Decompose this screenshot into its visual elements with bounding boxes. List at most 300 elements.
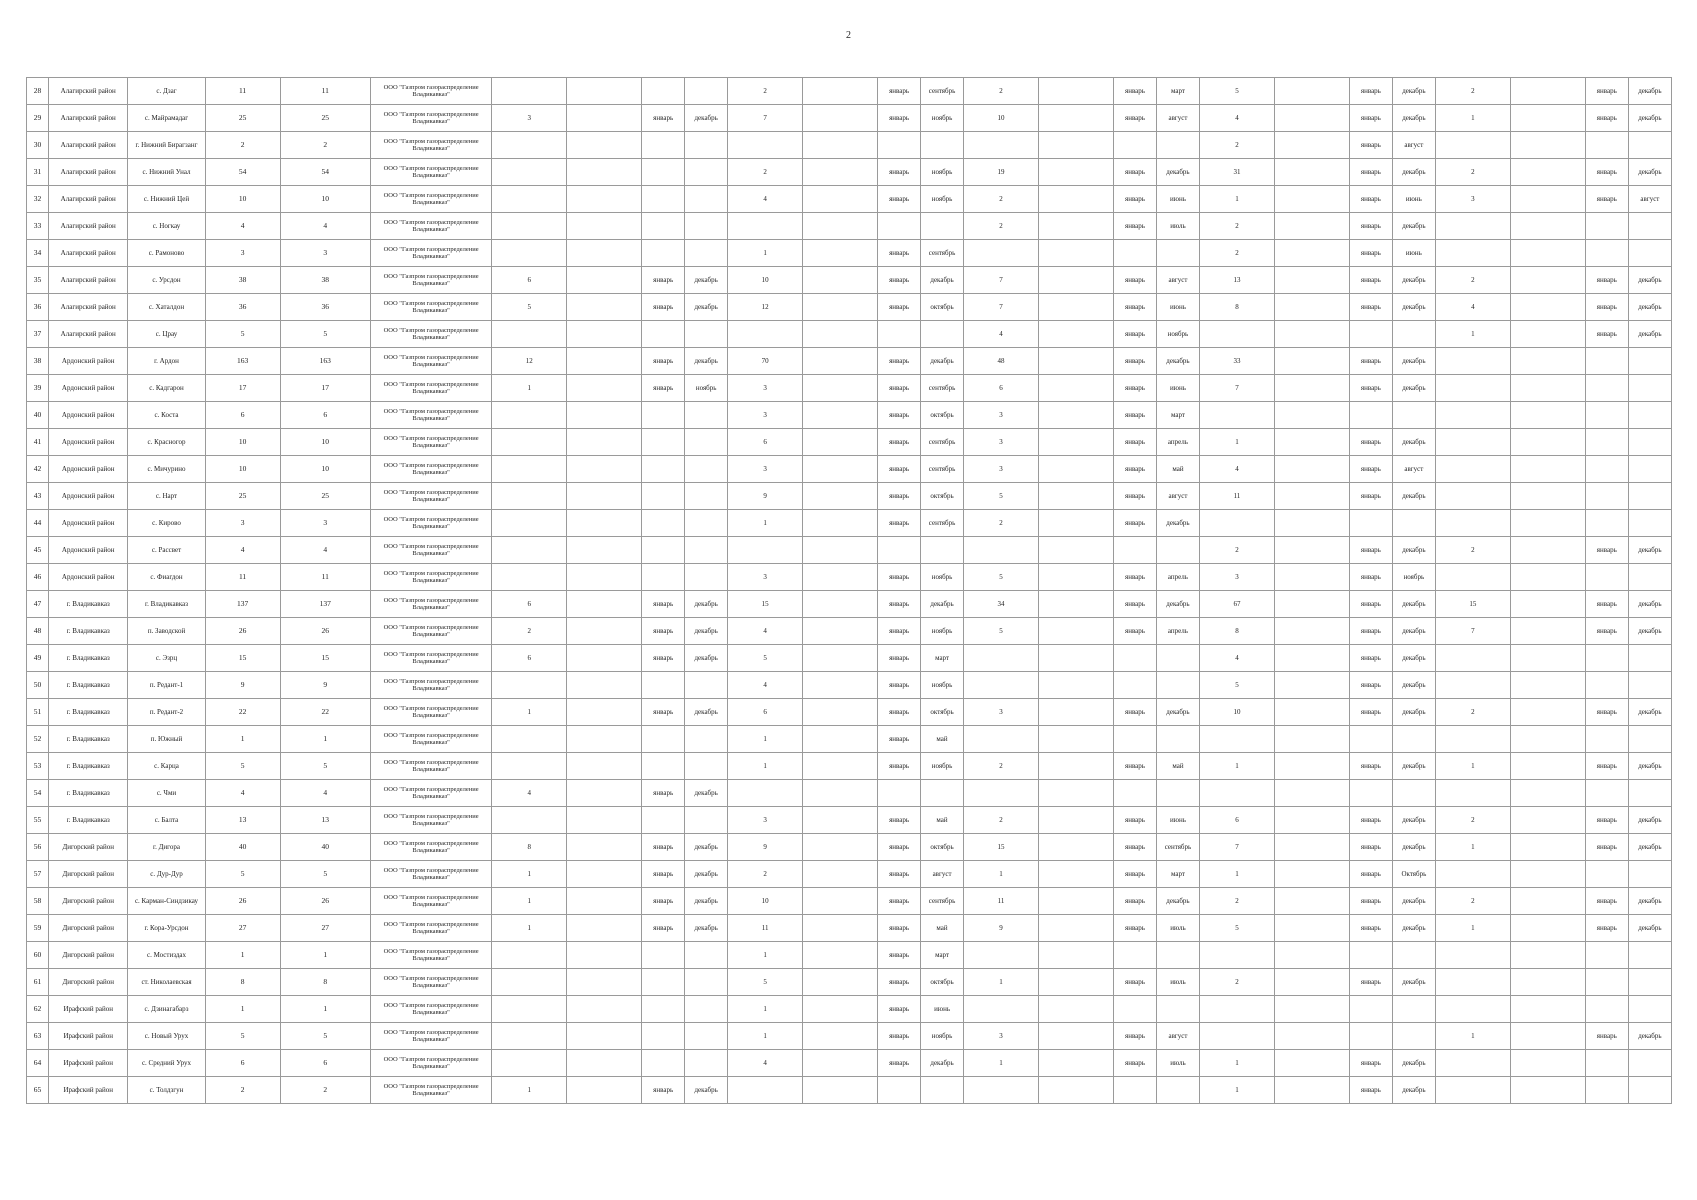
- table-cell: [1628, 1077, 1671, 1104]
- table-cell: [803, 888, 878, 915]
- table-cell: январь: [1349, 618, 1392, 645]
- table-cell: [728, 132, 803, 159]
- table-cell: ООО "Газпром газораспределение Владикавказ": [370, 348, 491, 375]
- table-row: [27, 942, 1672, 969]
- table-cell: [1585, 942, 1628, 969]
- table-cell: [1039, 888, 1114, 915]
- table-cell: [803, 564, 878, 591]
- table-cell: [567, 915, 642, 942]
- table-cell: [567, 1023, 642, 1050]
- table-cell: январь: [1113, 429, 1156, 456]
- table-cell: ООО "Газпром газораспределение Владикавказ": [370, 267, 491, 294]
- table-cell: январь: [1585, 537, 1628, 564]
- table-cell: 3: [205, 240, 280, 267]
- table-cell: 3: [728, 402, 803, 429]
- table-cell: [567, 456, 642, 483]
- table-cell: [964, 132, 1039, 159]
- table-cell: [567, 726, 642, 753]
- table-cell: январь: [878, 618, 921, 645]
- table-cell: [567, 942, 642, 969]
- table-cell: [803, 807, 878, 834]
- table-cell: [567, 348, 642, 375]
- table-cell: 43: [27, 483, 49, 510]
- table-cell: 4: [1199, 456, 1274, 483]
- table-cell: 10: [205, 429, 280, 456]
- table-cell: [642, 753, 685, 780]
- table-cell: январь: [1349, 699, 1392, 726]
- table-cell: [1274, 402, 1349, 429]
- table-cell: [1274, 672, 1349, 699]
- table-cell: [1585, 375, 1628, 402]
- table-cell: 59: [27, 915, 49, 942]
- table-cell: август: [1392, 456, 1435, 483]
- table-cell: 4: [205, 537, 280, 564]
- table-cell: ноябрь: [921, 618, 964, 645]
- table-cell: 3: [964, 402, 1039, 429]
- table-cell: 8: [1199, 618, 1274, 645]
- table-cell: с. Новый Урух: [128, 1023, 205, 1050]
- table-cell: [803, 105, 878, 132]
- table-cell: ООО "Газпром газораспределение Владикавказ": [370, 888, 491, 915]
- table-cell: с. Дзаг: [128, 78, 205, 105]
- table-cell: [803, 321, 878, 348]
- table-cell: г. Дигора: [128, 834, 205, 861]
- table-cell: ООО "Газпром газораспределение Владикавказ": [370, 1023, 491, 1050]
- table-cell: январь: [1585, 267, 1628, 294]
- table-cell: [1628, 726, 1671, 753]
- table-cell: 3: [280, 240, 370, 267]
- table-cell: [685, 1050, 728, 1077]
- table-cell: ООО "Газпром газораспределение Владикавказ": [370, 213, 491, 240]
- table-cell: ООО "Газпром газораспределение Владикавказ": [370, 375, 491, 402]
- table-cell: 2: [964, 807, 1039, 834]
- table-cell: Ардонский район: [49, 537, 128, 564]
- table-cell: [1274, 1023, 1349, 1050]
- table-cell: январь: [1113, 969, 1156, 996]
- table-cell: 40: [205, 834, 280, 861]
- table-cell: [1510, 321, 1585, 348]
- table-cell: 9: [964, 915, 1039, 942]
- table-cell: [685, 402, 728, 429]
- table-cell: [492, 753, 567, 780]
- table-cell: декабрь: [1392, 267, 1435, 294]
- table-cell: январь: [1585, 78, 1628, 105]
- table-cell: [492, 321, 567, 348]
- table-cell: [803, 1050, 878, 1077]
- table-cell: [685, 1023, 728, 1050]
- table-cell: 1: [728, 942, 803, 969]
- table-cell: 10: [964, 105, 1039, 132]
- table-cell: 1: [728, 1023, 803, 1050]
- table-cell: 56: [27, 834, 49, 861]
- table-cell: январь: [1113, 402, 1156, 429]
- table-cell: 11: [205, 564, 280, 591]
- table-cell: [1628, 240, 1671, 267]
- table-cell: декабрь: [1156, 699, 1199, 726]
- table-cell: октябрь: [921, 294, 964, 321]
- table-cell: 1: [492, 861, 567, 888]
- table-cell: 3: [492, 105, 567, 132]
- table-cell: [1274, 186, 1349, 213]
- table-cell: 3: [205, 510, 280, 537]
- table-cell: 6: [492, 591, 567, 618]
- table-cell: 36: [205, 294, 280, 321]
- table-cell: 52: [27, 726, 49, 753]
- table-cell: январь: [878, 186, 921, 213]
- table-cell: [1274, 996, 1349, 1023]
- table-cell: 5: [280, 861, 370, 888]
- table-cell: [567, 753, 642, 780]
- table-cell: [1392, 996, 1435, 1023]
- table-cell: 54: [27, 780, 49, 807]
- table-cell: [1392, 402, 1435, 429]
- table-cell: [642, 456, 685, 483]
- table-cell: 2: [964, 213, 1039, 240]
- table-cell: декабрь: [1392, 294, 1435, 321]
- table-cell: [685, 537, 728, 564]
- table-cell: май: [921, 807, 964, 834]
- table-cell: Алагирский район: [49, 132, 128, 159]
- table-cell: с. Кирово: [128, 510, 205, 537]
- table-cell: июль: [1156, 969, 1199, 996]
- table-cell: декабрь: [1156, 159, 1199, 186]
- table-cell: [921, 213, 964, 240]
- table-cell: январь: [878, 375, 921, 402]
- table-cell: 2: [1199, 213, 1274, 240]
- table-cell: [1435, 726, 1510, 753]
- table-cell: с. Рамоново: [128, 240, 205, 267]
- table-cell: январь: [1585, 888, 1628, 915]
- table-cell: [642, 132, 685, 159]
- table-cell: 11: [1199, 483, 1274, 510]
- table-cell: декабрь: [1628, 537, 1671, 564]
- table-cell: январь: [642, 591, 685, 618]
- table-cell: Алагирский район: [49, 159, 128, 186]
- table-cell: [1349, 780, 1392, 807]
- table-cell: 46: [27, 564, 49, 591]
- table-cell: 4: [205, 213, 280, 240]
- table-cell: [492, 78, 567, 105]
- table-cell: 5: [205, 1023, 280, 1050]
- table-cell: декабрь: [1392, 888, 1435, 915]
- table-cell: [642, 321, 685, 348]
- table-row: [27, 483, 1672, 510]
- table-cell: Ардонский район: [49, 456, 128, 483]
- table-cell: июнь: [1156, 807, 1199, 834]
- table-cell: [1510, 78, 1585, 105]
- table-cell: [1628, 996, 1671, 1023]
- table-cell: 4: [728, 186, 803, 213]
- table-cell: январь: [1349, 213, 1392, 240]
- table-cell: [728, 213, 803, 240]
- table-cell: [1274, 591, 1349, 618]
- table-cell: Дигорский район: [49, 861, 128, 888]
- table-cell: декабрь: [1392, 213, 1435, 240]
- table-cell: [1435, 240, 1510, 267]
- table-cell: [1274, 564, 1349, 591]
- table-cell: 40: [27, 402, 49, 429]
- table-cell: [1039, 1023, 1114, 1050]
- table-cell: декабрь: [1628, 699, 1671, 726]
- table-cell: [642, 1023, 685, 1050]
- table-cell: август: [1628, 186, 1671, 213]
- table-cell: [492, 402, 567, 429]
- table-cell: январь: [1585, 1023, 1628, 1050]
- table-cell: [1274, 753, 1349, 780]
- table-cell: г. Владикавказ: [49, 672, 128, 699]
- table-cell: 60: [27, 942, 49, 969]
- table-cell: [1585, 402, 1628, 429]
- table-cell: январь: [878, 807, 921, 834]
- table-cell: сентябрь: [921, 888, 964, 915]
- table-cell: 53: [27, 753, 49, 780]
- table-cell: [1628, 942, 1671, 969]
- table-cell: [1274, 834, 1349, 861]
- table-cell: [567, 402, 642, 429]
- table-cell: [685, 429, 728, 456]
- table-cell: январь: [642, 888, 685, 915]
- table-cell: [921, 132, 964, 159]
- table-cell: 5: [728, 645, 803, 672]
- table-cell: 8: [1199, 294, 1274, 321]
- table-cell: 2: [728, 78, 803, 105]
- table-cell: январь: [878, 429, 921, 456]
- table-cell: [492, 159, 567, 186]
- table-cell: [1628, 672, 1671, 699]
- table-cell: декабрь: [1392, 969, 1435, 996]
- table-cell: [1199, 402, 1274, 429]
- table-cell: [685, 159, 728, 186]
- table-cell: [1039, 591, 1114, 618]
- table-cell: [878, 321, 921, 348]
- table-cell: [567, 78, 642, 105]
- table-cell: [1585, 1077, 1628, 1104]
- table-cell: [1113, 672, 1156, 699]
- table-cell: [1039, 105, 1114, 132]
- table-cell: 1: [280, 942, 370, 969]
- table-cell: 6: [728, 429, 803, 456]
- table-cell: декабрь: [1392, 672, 1435, 699]
- table-cell: 28: [27, 78, 49, 105]
- table-cell: [492, 726, 567, 753]
- table-cell: [1199, 780, 1274, 807]
- table-cell: декабрь: [1392, 618, 1435, 645]
- table-cell: с. Балта: [128, 807, 205, 834]
- table-cell: [1510, 132, 1585, 159]
- table-cell: с. Нижний Цей: [128, 186, 205, 213]
- table-cell: [1510, 402, 1585, 429]
- table-cell: [1274, 267, 1349, 294]
- table-cell: [803, 510, 878, 537]
- table-cell: сентябрь: [921, 78, 964, 105]
- table-cell: Ирафский район: [49, 1077, 128, 1104]
- table-cell: 8: [280, 969, 370, 996]
- table-cell: [567, 618, 642, 645]
- table-cell: январь: [1113, 591, 1156, 618]
- table-cell: январь: [1349, 456, 1392, 483]
- table-cell: [1435, 1050, 1510, 1077]
- table-cell: декабрь: [1628, 753, 1671, 780]
- table-cell: январь: [642, 618, 685, 645]
- table-cell: [1039, 483, 1114, 510]
- table-cell: 1: [492, 915, 567, 942]
- table-cell: ООО "Газпром газораспределение Владикавказ": [370, 699, 491, 726]
- table-cell: [1274, 942, 1349, 969]
- table-cell: [1349, 321, 1392, 348]
- table-row: [27, 213, 1672, 240]
- table-cell: [567, 510, 642, 537]
- table-cell: 4: [492, 780, 567, 807]
- table-cell: 2: [964, 78, 1039, 105]
- table-cell: январь: [1113, 348, 1156, 375]
- table-cell: 26: [280, 888, 370, 915]
- table-cell: [1585, 456, 1628, 483]
- table-cell: [567, 429, 642, 456]
- table-cell: декабрь: [685, 861, 728, 888]
- table-cell: [492, 807, 567, 834]
- table-cell: [642, 78, 685, 105]
- table-cell: 2: [205, 132, 280, 159]
- table-cell: [964, 780, 1039, 807]
- table-cell: [803, 969, 878, 996]
- table-cell: январь: [642, 1077, 685, 1104]
- table-cell: ООО "Газпром газораспределение Владикавказ": [370, 969, 491, 996]
- table-row: [27, 780, 1672, 807]
- table-cell: 54: [280, 159, 370, 186]
- table-cell: июль: [1156, 213, 1199, 240]
- table-cell: декабрь: [685, 780, 728, 807]
- table-cell: [567, 1050, 642, 1077]
- table-cell: 5: [728, 969, 803, 996]
- table-cell: 1: [728, 726, 803, 753]
- table-cell: [492, 456, 567, 483]
- table-cell: 4: [728, 672, 803, 699]
- table-cell: [1435, 780, 1510, 807]
- table-cell: [1274, 780, 1349, 807]
- table-cell: декабрь: [1392, 1050, 1435, 1077]
- table-cell: [1435, 645, 1510, 672]
- table-cell: [803, 942, 878, 969]
- table-cell: 7: [1435, 618, 1510, 645]
- table-cell: 1: [728, 753, 803, 780]
- table-cell: май: [921, 726, 964, 753]
- table-cell: 2: [205, 1077, 280, 1104]
- table-cell: 3: [964, 699, 1039, 726]
- table-cell: [1156, 780, 1199, 807]
- table-cell: [492, 1023, 567, 1050]
- table-cell: январь: [878, 483, 921, 510]
- table-cell: 7: [1199, 834, 1274, 861]
- table-cell: 1: [205, 996, 280, 1023]
- table-cell: [1585, 861, 1628, 888]
- table-cell: 31: [1199, 159, 1274, 186]
- table-cell: [1510, 618, 1585, 645]
- table-cell: 30: [27, 132, 49, 159]
- table-cell: [1510, 537, 1585, 564]
- table-cell: [1274, 294, 1349, 321]
- table-cell: декабрь: [921, 348, 964, 375]
- table-cell: [1349, 996, 1392, 1023]
- table-cell: январь: [878, 159, 921, 186]
- table-cell: апрель: [1156, 618, 1199, 645]
- table-cell: п. Редант-1: [128, 672, 205, 699]
- table-cell: 10: [205, 456, 280, 483]
- table-cell: [1274, 348, 1349, 375]
- table-cell: ООО "Газпром газораспределение Владикавказ": [370, 861, 491, 888]
- table-cell: п. Южный: [128, 726, 205, 753]
- table-row: [27, 402, 1672, 429]
- table-cell: [1039, 726, 1114, 753]
- table-cell: [642, 429, 685, 456]
- page-number: 2: [846, 30, 851, 41]
- table-cell: [1392, 780, 1435, 807]
- table-cell: [642, 483, 685, 510]
- table-cell: июнь: [921, 996, 964, 1023]
- table-row: [27, 105, 1672, 132]
- table-cell: [642, 726, 685, 753]
- table-cell: [1274, 321, 1349, 348]
- table-cell: [803, 645, 878, 672]
- table-cell: 2: [1199, 969, 1274, 996]
- table-cell: 4: [1435, 294, 1510, 321]
- table-row: [27, 240, 1672, 267]
- table-cell: ООО "Газпром газораспределение Владикавказ": [370, 132, 491, 159]
- table-cell: январь: [1585, 591, 1628, 618]
- table-cell: сентябрь: [921, 240, 964, 267]
- table-cell: [1199, 942, 1274, 969]
- table-cell: 5: [1199, 672, 1274, 699]
- table-cell: 62: [27, 996, 49, 1023]
- table-cell: [1435, 1077, 1510, 1104]
- table-cell: 41: [27, 429, 49, 456]
- table-cell: 11: [728, 915, 803, 942]
- table-cell: 13: [280, 807, 370, 834]
- table-cell: 25: [280, 105, 370, 132]
- table-cell: с. Фиагдон: [128, 564, 205, 591]
- table-cell: [1628, 132, 1671, 159]
- table-cell: [1628, 213, 1671, 240]
- table-row: [27, 834, 1672, 861]
- table-cell: с. Коста: [128, 402, 205, 429]
- table-cell: [567, 834, 642, 861]
- table-cell: 2: [280, 132, 370, 159]
- table-cell: [921, 1077, 964, 1104]
- table-cell: декабрь: [685, 699, 728, 726]
- table-cell: 1: [1199, 186, 1274, 213]
- table-cell: [728, 321, 803, 348]
- table-cell: январь: [878, 915, 921, 942]
- table-cell: январь: [1113, 213, 1156, 240]
- table-cell: [1039, 861, 1114, 888]
- table-cell: январь: [1585, 834, 1628, 861]
- table-cell: [964, 537, 1039, 564]
- table-cell: январь: [1113, 159, 1156, 186]
- table-cell: декабрь: [1628, 294, 1671, 321]
- table-cell: [567, 969, 642, 996]
- table-cell: 54: [205, 159, 280, 186]
- table-cell: г. Владикавказ: [49, 645, 128, 672]
- table-cell: [1510, 564, 1585, 591]
- table-cell: 1: [728, 240, 803, 267]
- table-cell: 12: [492, 348, 567, 375]
- table-row: [27, 294, 1672, 321]
- table-cell: [803, 699, 878, 726]
- table-cell: [964, 240, 1039, 267]
- table-cell: 2: [1435, 807, 1510, 834]
- table-cell: 1: [1435, 753, 1510, 780]
- table-cell: 163: [205, 348, 280, 375]
- table-row: [27, 996, 1672, 1023]
